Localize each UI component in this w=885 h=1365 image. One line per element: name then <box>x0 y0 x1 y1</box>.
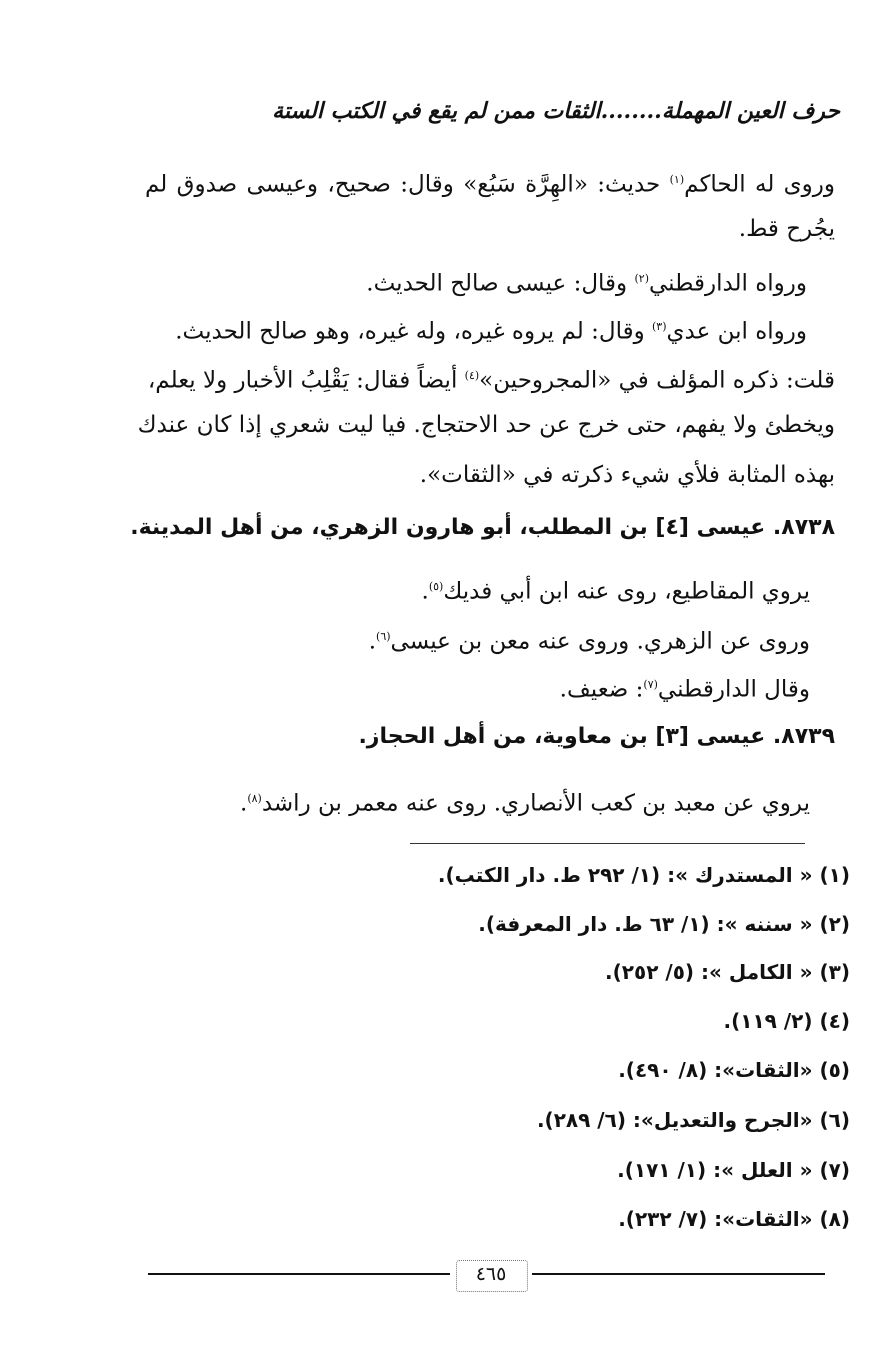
footnote-ref[interactable]: (٥) <box>428 580 444 593</box>
footnote-ref[interactable]: (٣) <box>652 320 667 333</box>
text: وقال الدارقطني <box>657 676 810 703</box>
text: يروي عن معبد بن كعب الأنصاري. روى عنه معمر بن راشد <box>261 790 810 817</box>
footnote-ref[interactable]: (٦) <box>376 630 391 643</box>
footer-rule-left <box>148 1273 450 1275</box>
page-number: ٤٦٥ <box>475 1263 507 1285</box>
header-dots: ........ <box>600 98 662 124</box>
text: يروي المقاطيع، روى عنه ابن أبي فديك <box>443 578 810 605</box>
text: بهذه المثابة فلأي شيء ذكرته في «الثقات». <box>419 462 835 488</box>
running-header <box>150 98 840 134</box>
footnote-2: (٢) « سننه »: (١/ ٦٣ ط. دار المعرفة). <box>478 912 850 936</box>
paragraph-line <box>147 359 835 398</box>
footnote-5: (٥) «الثقات»: (٨/ ٤٩٠). <box>618 1058 850 1082</box>
footnote-separator <box>410 843 805 844</box>
text: ويخطئ ولا يفهم، حتى خرج عن حد الاحتجاج. فيا ليت شعري إذا كان عندك <box>137 412 835 438</box>
text: وروى له الحاكم <box>684 171 836 198</box>
paragraph-line <box>120 620 810 659</box>
footnote-6: (٦) «الجرح والتعديل»: (٦/ ٢٨٩). <box>536 1108 850 1132</box>
header-chapter: حرف العين المهملة <box>661 98 840 124</box>
paragraph-line <box>117 262 807 301</box>
heading-text: ٨٧٣٩. عيسى [٣] بن معاوية، من أهل الحجاز. <box>358 724 835 749</box>
footnote-ref[interactable]: (٢) <box>634 272 649 285</box>
footer-rule-right <box>532 1273 825 1275</box>
paragraph-line <box>120 570 810 609</box>
footnote-ref[interactable]: (٤) <box>464 369 480 382</box>
text: : ضعيف. <box>559 676 644 703</box>
text: وروى عن الزهري. وروى عنه معن بن عيسى <box>390 628 810 655</box>
text: أيضاً فقال: يَقْلِبُ الأخبار ولا يعلم، <box>147 367 465 394</box>
text: يجُرح قط. <box>738 216 835 242</box>
footnote-ref[interactable]: (٧) <box>643 678 658 691</box>
entry-heading-8738 <box>130 511 835 545</box>
entry-heading-8739 <box>145 720 835 754</box>
paragraph-line <box>137 408 835 442</box>
footnote-4: (٤) (٢/ ١١٩). <box>723 1009 850 1033</box>
paragraph-line <box>145 212 835 246</box>
paragraph-line <box>145 163 835 202</box>
text: . <box>368 628 377 655</box>
paragraph-line <box>145 458 835 492</box>
text: وقال: لم يروه غيره، وله غيره، وهو صالح الحديث. <box>175 318 652 345</box>
text: . <box>240 790 248 817</box>
footnote-8: (٨) «الثقات»: (٧/ ٢٣٢). <box>618 1207 850 1231</box>
header-book-title: الثقات ممن لم يقع في الكتب الستة <box>272 98 601 124</box>
paragraph-line <box>120 782 810 821</box>
text: ورواه الدارقطني <box>648 270 807 297</box>
text: . <box>421 578 429 605</box>
paragraph-line <box>117 310 807 349</box>
text: وقال: عيسى صالح الحديث. <box>366 270 635 297</box>
footnote-1: (١) « المستدرك »: (١/ ٢٩٢ ط. دار الكتب). <box>437 863 850 887</box>
paragraph-line <box>120 668 810 707</box>
heading-text: ٨٧٣٨. عيسى [٤] بن المطلب، أبو هارون الزهري، من أهل المدينة. <box>130 515 835 540</box>
text: حديث: «الهِرَّة سَبُع» وقال: صحيح، وعيسى صدوق لم <box>145 171 670 198</box>
text: قلت: ذكره المؤلف في «المجروحين» <box>479 367 835 394</box>
footnote-3: (٣) « الكامل »: (٥/ ٢٥٢). <box>605 960 850 984</box>
footnote-ref[interactable]: (١) <box>669 173 685 186</box>
text: ورواه ابن عدي <box>666 318 807 345</box>
footnote-7: (٧) « العلل »: (١/ ١٧١). <box>617 1158 850 1182</box>
footnote-ref[interactable]: (٨) <box>247 792 262 805</box>
